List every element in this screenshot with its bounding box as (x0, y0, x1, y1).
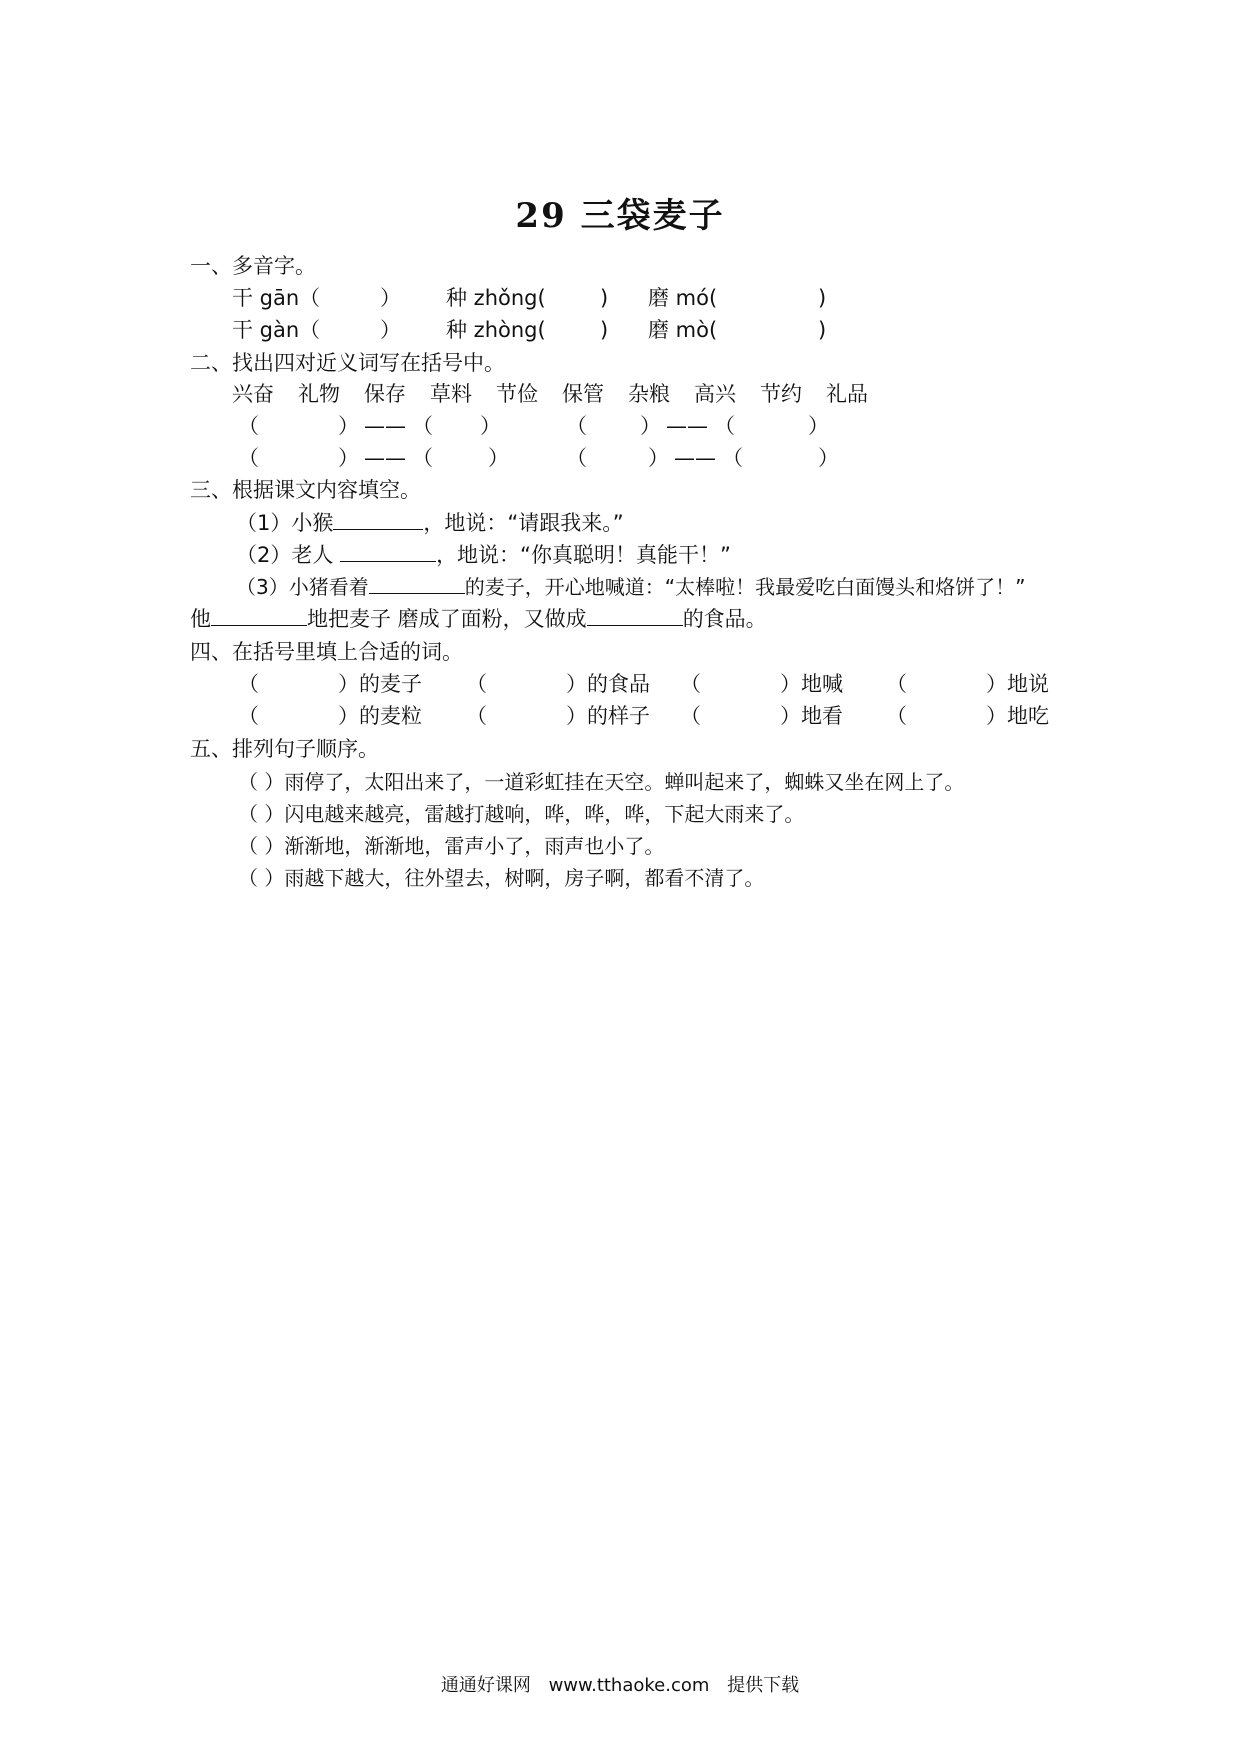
word-item: 保管 (562, 382, 604, 406)
section3-heading: 三、根据课文内容填空。 (190, 478, 421, 502)
page-footer (0, 1674, 1240, 1698)
q3-middle: 的麦子，开心地喊道：“太棒啦！我最爱吃白面馒头和烙饼了！” (464, 575, 1026, 599)
footer-url[interactable]: www.tthaoke.com (548, 1675, 710, 1696)
footer-suffix: 提供下载 (727, 1675, 800, 1696)
pair-open: （ (566, 414, 587, 438)
pair-open: （ (412, 446, 433, 470)
pair-close: ） (808, 414, 829, 438)
word-item: 保存 (364, 382, 406, 406)
fill-question-2 (236, 541, 731, 569)
q2-suffix: ，地说：“你真聪明！真能干！” (436, 543, 731, 567)
pair-close: ） (338, 446, 359, 470)
synonym-pair-row-1 (0, 412, 1240, 440)
word-item: 礼品 (826, 382, 868, 406)
order-sentence-1: （ ）雨停了，太阳出来了，一道彩虹挂在天空。蝉叫起来了，蜘蛛又坐在网上了。 (238, 770, 965, 794)
order-sentence-4: （ ）雨越下越大，往外望去，树啊，房子啊，都看不清了。 (238, 866, 765, 890)
footer-site-name: 通通好课网 (440, 1675, 531, 1696)
polyphone-gan1-close: ） (380, 286, 401, 310)
answer-blank[interactable] (340, 541, 436, 562)
pair-open: （ (412, 414, 433, 438)
order-sentence-2: （ ）闪电越来越亮，雷越打越响，哗，哗，哗，下起大雨来了。 (238, 802, 805, 826)
word-item: 兴奋 (232, 382, 274, 406)
polyphone-gan2-close: ） (380, 318, 401, 342)
fill-open: （ (466, 672, 487, 696)
pair-close: ） (648, 446, 669, 470)
pair-open: （ (566, 446, 587, 470)
word-fill-row-2 (0, 702, 1240, 730)
fill-open: （ (238, 672, 259, 696)
fill-question-1 (236, 509, 624, 537)
answer-blank[interactable] (587, 605, 683, 626)
pair-dash: —— (364, 414, 406, 438)
pair-close: ） (640, 414, 661, 438)
order-sentence-3: （ ）渐渐地，渐渐地，雷声小了，雨声也小了。 (238, 834, 665, 858)
fill-open: （ (238, 704, 259, 728)
pair-close: ） (338, 414, 359, 438)
q3-he: 他 (190, 607, 211, 631)
polyphone-gan2: 干 gàn（ (232, 318, 321, 342)
polyphone-mo1: 磨 mó( (648, 286, 718, 310)
q1-suffix: ，地说：“请跟我来。” (423, 511, 624, 535)
word-item: 节约 (760, 382, 802, 406)
fill-open: （ (680, 672, 701, 696)
polyphone-mo1-close: ) (818, 286, 827, 310)
pair-dash: —— (666, 414, 708, 438)
pair-open: （ (238, 414, 259, 438)
pair-close: ） (818, 446, 839, 470)
pair-open: （ (714, 414, 735, 438)
fill-open: （ (886, 704, 907, 728)
word-item: 礼物 (298, 382, 340, 406)
fill-item: ）的麦子 (338, 672, 422, 696)
answer-blank[interactable] (211, 605, 307, 626)
page-title: 29 三袋麦子 (515, 196, 725, 236)
polyphone-zhong2: 种 zhòng( (446, 318, 546, 342)
polyphone-zhong1: 种 zhǒng( (446, 286, 546, 310)
pair-close: ） (480, 414, 501, 438)
word-fill-row-1 (0, 670, 1240, 698)
fill-item: ）的食品 (566, 672, 650, 696)
word-item: 节俭 (496, 382, 538, 406)
q3-prefix: （3）小猪看着 (236, 575, 369, 599)
fill-question-3-cont (190, 605, 767, 633)
fill-item: ）的样子 (566, 704, 650, 728)
section4-heading: 四、在括号里填上合适的词。 (190, 640, 463, 664)
pair-dash: —— (674, 446, 716, 470)
fill-item: ）地说 (986, 672, 1049, 696)
fill-item: ）地吃 (986, 704, 1049, 728)
fill-question-3 (236, 573, 1025, 601)
q2-prefix: （2）老人 (236, 543, 334, 567)
answer-blank[interactable] (369, 573, 465, 594)
word-item: 草料 (430, 382, 472, 406)
fill-item: ）地喊 (780, 672, 843, 696)
fill-item: ）的麦粒 (338, 704, 422, 728)
polyphone-mo2: 磨 mò( (648, 318, 718, 342)
polyphone-mo2-close: ) (818, 318, 827, 342)
fill-open: （ (680, 704, 701, 728)
polyphone-zhong2-close: ) (600, 318, 609, 342)
section2-heading: 二、找出四对近义词写在括号中。 (190, 351, 505, 375)
polyphone-gan1: 干 gān（ (232, 286, 321, 310)
pair-close: ） (488, 446, 509, 470)
fill-open: （ (886, 672, 907, 696)
fill-item: ）地看 (780, 704, 843, 728)
polyphone-zhong1-close: ) (600, 286, 609, 310)
pair-open: （ (722, 446, 743, 470)
answer-blank[interactable] (333, 509, 423, 530)
word-item: 杂粮 (628, 382, 670, 406)
fill-open: （ (466, 704, 487, 728)
q1-prefix: （1）小猴 (236, 511, 334, 535)
pair-dash: —— (364, 446, 406, 470)
section1-heading: 一、多音字。 (190, 254, 316, 278)
pair-open: （ (238, 446, 259, 470)
section5-heading: 五、排列句子顺序。 (190, 737, 379, 761)
q3-end: 的食品。 (682, 607, 767, 631)
synonym-pair-row-2 (0, 444, 1240, 472)
q3-rest: 地把麦子 磨成了面粉，又做成 (307, 607, 587, 631)
word-item: 高兴 (694, 382, 736, 406)
